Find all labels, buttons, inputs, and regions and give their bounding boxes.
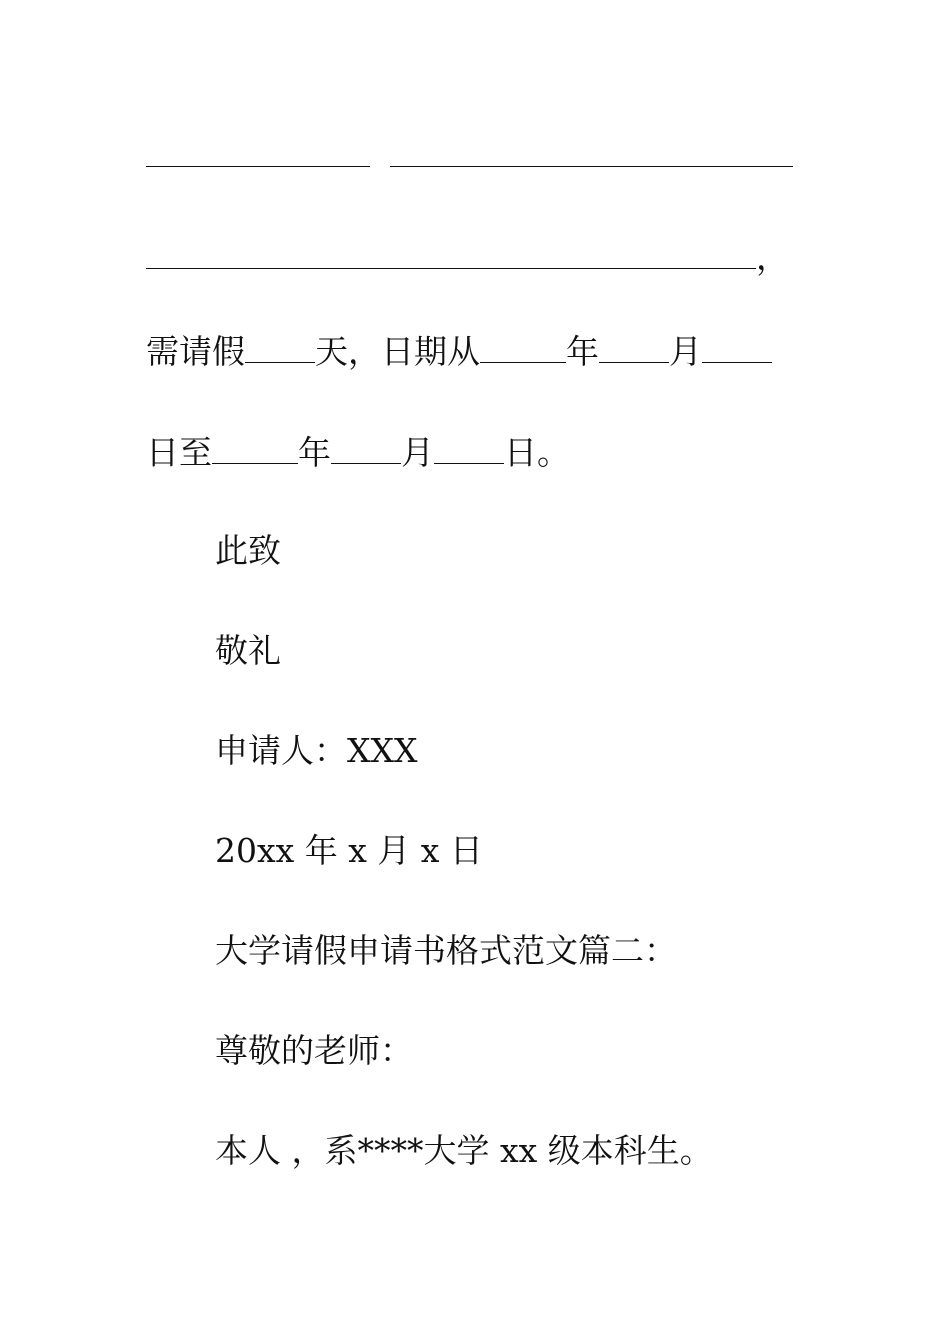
fill-in-blank-line	[390, 166, 793, 167]
application-date: 20xx 年 x 月 x 日	[215, 831, 483, 870]
text-segment: 天，日期从	[315, 332, 480, 371]
text-segment: 需请假	[146, 332, 245, 371]
section-title: 大学请假申请书格式范文篇二：	[215, 931, 677, 970]
fill-in-blank	[212, 433, 298, 464]
closing-phrase: 此致	[215, 531, 281, 570]
fill-in-blank	[245, 332, 315, 363]
body-paragraph: 本人 ，系****大学 xx 级本科生。	[215, 1131, 713, 1170]
text-segment: 月	[669, 332, 702, 371]
text-segment: 日至	[146, 433, 212, 472]
fill-in-blank	[702, 332, 772, 363]
salutation: 尊敬的老师：	[215, 1031, 413, 1070]
text-segment: 年	[566, 332, 599, 371]
fill-in-blank-line	[146, 268, 756, 269]
fill-in-blank	[434, 433, 504, 464]
closing-regards: 敬礼	[215, 631, 281, 670]
fill-in-blank	[480, 332, 566, 363]
applicant-name: 申请人：XXX	[215, 731, 418, 770]
fill-in-blank-line	[146, 166, 370, 167]
fill-in-blank	[599, 332, 669, 363]
text-segment: 月	[401, 433, 434, 472]
text-segment: 日。	[504, 433, 570, 472]
leave-end-date-line	[146, 433, 570, 473]
leave-duration-line	[146, 332, 772, 372]
comma-punctuation: ，	[756, 238, 789, 277]
fill-in-blank	[331, 433, 401, 464]
text-segment: 年	[298, 433, 331, 472]
